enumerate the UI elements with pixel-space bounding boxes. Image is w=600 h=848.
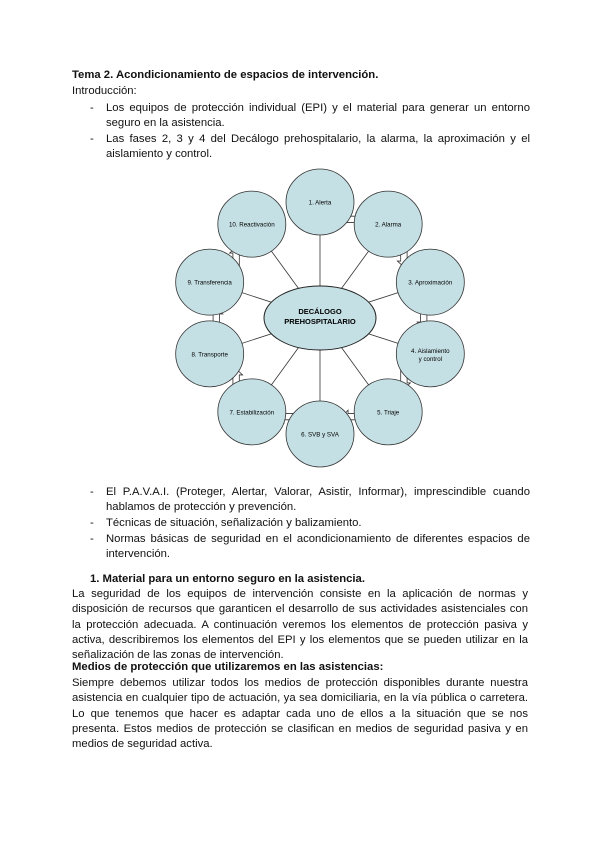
node-label: 4. Aislamiento [411,347,450,355]
diagram-node [396,249,464,315]
node-label: 7. Estabilización [229,409,275,417]
diagram-node [218,191,286,257]
node-label: 1. Alerta [308,199,332,207]
list-item-text: Las fases 2, 3 y 4 del Decálogo prehospitalario, la alarma, la aproximación y el aislamiento y control. [106,133,530,160]
node-label-line2: y control [418,355,443,363]
diagram-node [176,321,244,387]
bottom-bullet-list [72,485,530,563]
node-label: 6. SVB y SVA [301,431,339,439]
diagram-node [354,191,422,257]
diagram-node [176,249,244,315]
diagram-center [264,286,376,350]
intro-label: Introducción: [72,85,137,97]
list-item-text: El P.A.V.A.I. (Proteger, Alertar, Valorar, Asistir, Informar), imprescindible cuando hablamos de protección y prevención. [106,486,530,513]
section-1-heading: 1. Material para un entorno seguro en la asistencia. [90,573,365,585]
node-label: 3. Aproximación [408,279,453,287]
list-item-text: Técnicas de situación, señalización y balizamiento. [106,517,362,529]
section-1-paragraph: La seguridad de los equipos de intervención consiste en la aplicación de normas y disposición de recursos que garanticen el desarrollo de sus actividades asistenciales con la protección adecuada. A continuación veremos los elementos de protección pasiva y activa, describiremos los elementos del EPI y los elementos que se pueden utilizar en la señalización de las zonas de intervención. [72,588,528,662]
top-bullet-list [72,101,530,163]
node-label: 10. Reactivación [228,221,275,229]
page-title: Tema 2. Acondicionamiento de espacios de intervención. [72,69,379,81]
protection-subheading: Medios de protección que utilizaremos en las asistencias: [72,661,384,673]
diagram-node [218,379,286,445]
list-item: - Las fases 2, 3 y 4 del Decálogo prehospitalario, la alarma, la aproximación y el aislamiento y control. [90,133,530,160]
node-label: 2. Alarma [375,221,402,229]
list-item: - El P.A.V.A.I. (Proteger, Alertar, Valorar, Asistir, Informar), imprescindible cuando hablamos de protección y prevención. [90,486,530,513]
center-label-line2: PREHOSPITALARIO [284,317,356,326]
list-item: - Normas básicas de seguridad en el acondicionamiento de diferentes espacios de intervención. [90,533,530,560]
decalogo-diagram [160,168,480,474]
diagram-node [286,169,354,235]
diagram-node [286,401,354,467]
node-label: 9. Transferencia [187,279,232,287]
node-label: 8. Transporte [191,351,228,359]
diagram-node [354,379,422,445]
diagram-node [396,321,464,387]
list-item: - Los equipos de protección individual (EPI) y el material para generar un entorno seguro en la asistencia. [90,102,530,129]
list-item-text: Los equipos de protección individual (EPI) y el material para generar un entorno seguro en la asistencia. [106,102,530,129]
list-item-text: Normas básicas de seguridad en el acondicionamiento de diferentes espacios de intervención. [106,533,530,560]
node-label: 5. Triaje [377,409,400,417]
protection-paragraph: Siempre debemos utilizar todos los medios de protección disponibles durante nuestra asistencia en cualquier tipo de actuación, ya sea domiciliaria, en la vía pública o carretera. Lo que tenemos que hacer es adaptar cada uno de ellos a la situación que se nos presenta. Estos medios de protección se clasifican en medios de seguridad pasiva y en medios de seguridad activa. [72,677,528,751]
list-item: - Técnicas de situación, señalización y balizamiento. [90,517,362,529]
center-label-line1: DECÁLOGO [298,307,342,316]
